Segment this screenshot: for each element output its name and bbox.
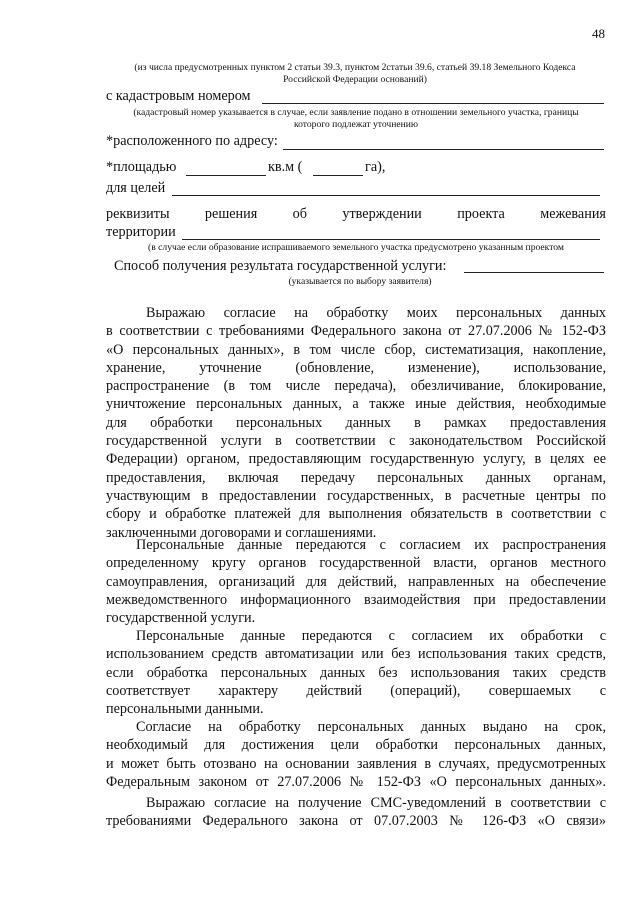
area-unit: кв.м (: [268, 159, 303, 175]
sms-paragraph: [106, 794, 606, 831]
territory-label: территории: [106, 224, 176, 240]
automation-paragraph: [106, 627, 606, 718]
territory-note: (в случае если образование испрашиваемого земельного участка предусмотрено указанным проектом: [148, 242, 564, 253]
cadastral-note-line: (кадастровый номер указывается в случае, если заявление подано в отношении земельного участка, границы: [133, 107, 579, 118]
distribution-paragraph: [106, 536, 606, 627]
paragraph-line: «О персональных данных», в том числе сбор, систематизация, накопление,: [106, 341, 606, 358]
paragraph-line: межведомственного информационного взаимодействия при предоставлении: [106, 591, 606, 608]
requisites-word: межевания: [540, 206, 606, 222]
area-ha-label: га),: [365, 159, 386, 175]
method-blank[interactable]: [464, 272, 604, 273]
area-sqm-blank[interactable]: [186, 175, 266, 176]
paragraph-line: соответствует характеру действий (операций), совершаемых с: [106, 682, 606, 699]
method-note: (указывается по выбору заявителя): [288, 276, 432, 287]
paragraph-line: Федеральным законом от 27.07.2006 № 152-ФЗ «О персональных данных».: [106, 773, 606, 790]
requisites-line: [106, 206, 606, 223]
page-number: 48: [592, 26, 605, 41]
paragraph-line: Персональные данные передаются с согласием их обработки с: [136, 628, 606, 644]
header-note-line: (из числа предусмотренных пунктом 2 статьи 39.3, пунктом 2статьи 39.6, статьей 39.18 Земельного Кодекса: [134, 62, 576, 73]
paragraph-line: необходимый для достижения цели обработки персональных данных,: [106, 737, 606, 754]
requisites-word: реквизиты: [106, 206, 170, 222]
area-ha-blank[interactable]: [313, 175, 363, 176]
cadastral-note-line: которого подлежат уточнению: [293, 118, 419, 130]
cadastral-note: [100, 107, 612, 130]
paragraph-line: для обработки персональных данных в рамках предоставления: [106, 414, 606, 431]
paragraph-line: распространение (в том числе передача), обезличивание, блокирование,: [106, 378, 606, 395]
consent-paragraph: [106, 304, 606, 542]
paragraph-line: Выражаю согласие на обработку моих персональных данных: [146, 305, 606, 321]
paragraph-line: требованиями Федерального закона от 07.07.2003 № 126-ФЗ «О связи»: [106, 813, 606, 830]
paragraph-line: предоставления, включая передачу персональных данных органам,: [106, 469, 606, 486]
cadastral-number-blank[interactable]: [262, 103, 604, 104]
paragraph-line: хранение, уточнение (обновление, изменение), использование,: [106, 359, 606, 376]
term-paragraph: [106, 718, 606, 791]
header-note-line: Российской Федерации оснований): [283, 73, 427, 85]
paragraph-line: персональными данными.: [106, 701, 264, 718]
header-note: [100, 62, 610, 85]
paragraph-line: определенному кругу органов государственной власти, органов местного: [106, 555, 606, 572]
area-label: *площадью: [106, 159, 177, 175]
paragraph-line: Федерации) органом, предоставляющим государственную услугу, в целях ее: [106, 451, 606, 468]
paragraph-line: Персональные данные передаются с согласием их распространения: [136, 537, 606, 553]
cadastral-label: с кадастровым номером: [106, 88, 251, 104]
paragraph-line: самоуправления, организаций для действий, направленных на обеспечение: [106, 573, 606, 590]
paragraph-line: сбору и обработке платежей для выполнения обязательств в соответствии с: [106, 506, 606, 523]
paragraph-line: в соответствии с требованиями Федерального закона от 27.07.2006 № 152-ФЗ: [106, 323, 606, 340]
paragraph-line: если обработка персональных данных без использования таких средств: [106, 664, 606, 681]
requisites-word: проекта: [457, 206, 505, 222]
address-blank[interactable]: [283, 149, 604, 150]
requisites-word: об: [292, 206, 307, 222]
paragraph-line: заключенными договорами и соглашениями.: [106, 524, 377, 541]
purpose-label: для целей: [106, 180, 166, 196]
requisites-word: утверждении: [342, 206, 422, 222]
paragraph-line: уничтожение персональных данных, а также иные действия, необходимые: [106, 396, 606, 413]
paragraph-line: и может быть отозвано на основании заявления в случаях, предусмотренных: [106, 755, 606, 772]
paragraph-line: участвующим в предоставлении государственных, в расчетные центры по: [106, 487, 606, 504]
method-label: Способ получения результата государственной услуги:: [114, 258, 447, 274]
address-label: *расположенного по адресу:: [106, 133, 278, 149]
paragraph-line: государственной услуги.: [106, 610, 256, 627]
purpose-blank[interactable]: [172, 195, 600, 196]
requisites-word: решения: [204, 206, 258, 222]
paragraph-line: Выражаю согласие на получение СМС-уведомлений в соответствии с: [146, 795, 606, 811]
territory-blank[interactable]: [182, 239, 600, 240]
paragraph-line: Согласие на обработку персональных данных выдано на срок,: [136, 719, 606, 735]
paragraph-line: государственной услуги в соответствии с законодательством Российской: [106, 433, 606, 450]
paragraph-line: использованием средств автоматизации или без использования таких средств,: [106, 646, 606, 663]
